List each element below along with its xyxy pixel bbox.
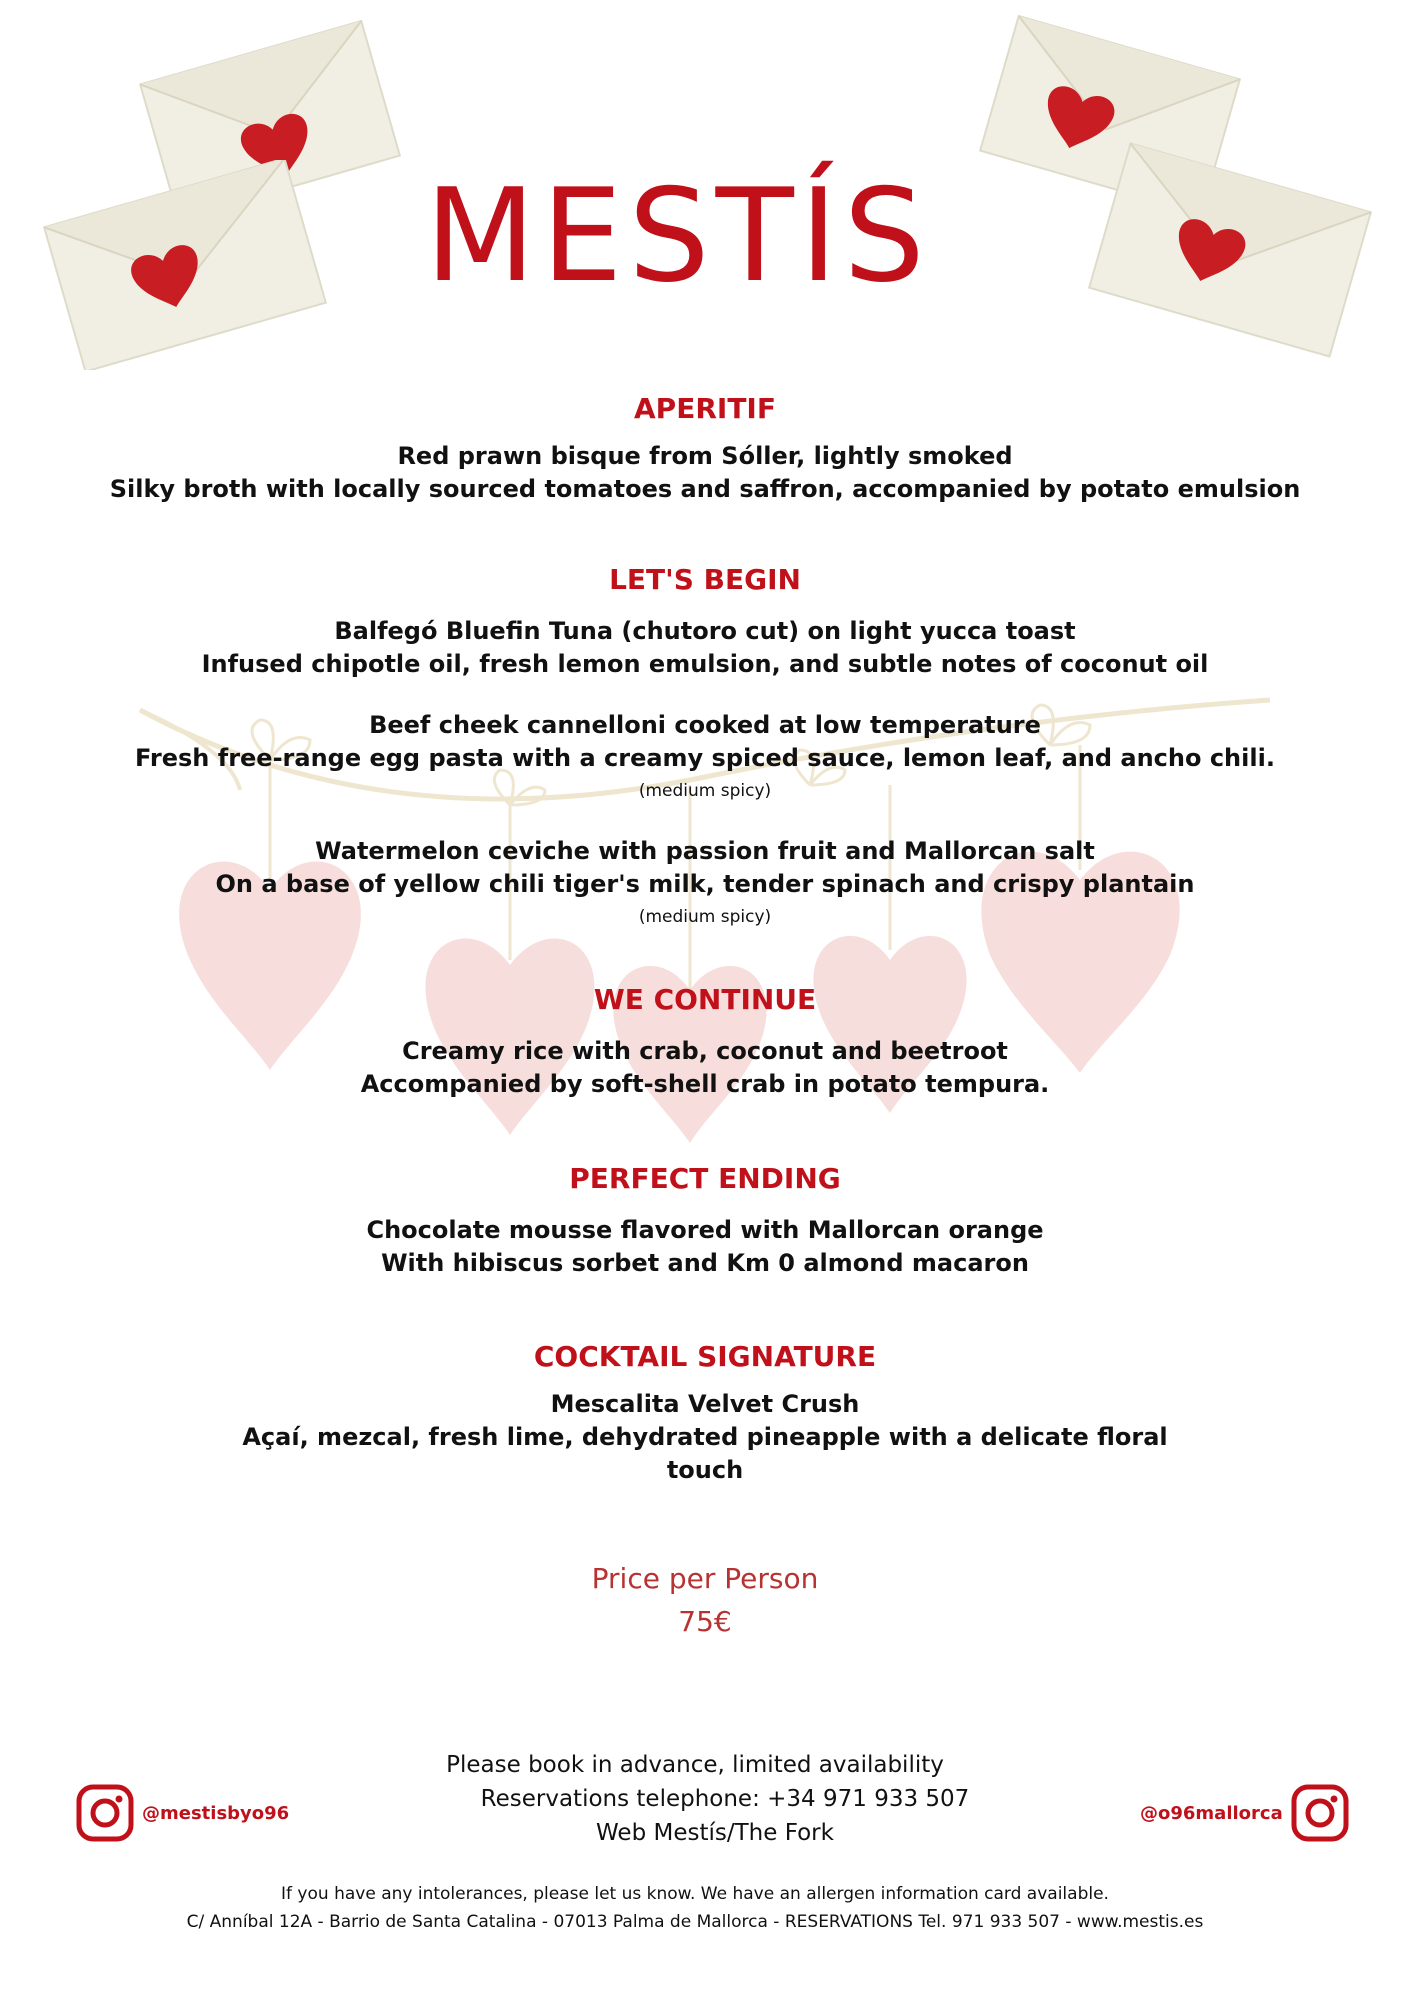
envelope-heart-icon [1085,140,1375,360]
address-line: C/ Anníbal 12A - Barrio de Santa Catalina - 07013 Palma de Mallorca - RESERVATIONS Tel. 971 933 507 - www.mestis.es [186,1912,1204,1932]
instagram-handle-right[interactable]: @o96mallorca [1140,1802,1283,1824]
dish-name: Creamy rice with crab, coconut and beetroot [402,1037,1008,1065]
menu-dish [0,440,1410,506]
dish-description: Açaí, mezcal, fresh lime, dehydrated pineapple with a delicate floral [242,1423,1168,1451]
section-title: LET'S BEGIN [609,563,801,596]
svg-text:MESTÍS: MESTÍS [425,162,931,295]
instagram-icon [1291,1784,1349,1842]
menu-dish [0,615,1410,681]
booking-web-link[interactable]: Web Mestís/The Fork [596,1820,834,1846]
dish-name: Red prawn bisque from Sóller, lightly smoked [397,442,1013,470]
footer [0,1880,1400,1936]
menu-dish [0,835,1410,927]
section-title: WE CONTINUE [593,983,817,1016]
dish-name: Mescalita Velvet Crush [550,1390,860,1418]
dish-description: On a base of yellow chili tiger's milk, tender spinach and crispy plantain [215,870,1195,898]
dish-description: Accompanied by soft-shell crab in potato tempura. [360,1070,1050,1098]
social-left[interactable] [76,1784,289,1842]
mestis-logo [425,155,985,295]
dish-name: Watermelon ceviche with passion fruit and Mallorcan salt [315,837,1095,865]
menu-dish [0,1388,1410,1487]
section-title: APERITIF [634,392,776,425]
dish-note: (medium spicy) [638,781,772,801]
social-right[interactable] [1140,1784,1349,1842]
menu-dish [0,709,1410,801]
dish-description: touch [666,1456,744,1484]
envelope-heart-icon [40,160,330,370]
brand-logo [425,155,985,299]
dish-description: Infused chipotle oil, fresh lemon emulsion, and subtle notes of coconut oil [201,650,1209,678]
menu-dish [0,1214,1410,1280]
instagram-icon [76,1784,134,1842]
dish-description: With hibiscus sorbet and Km 0 almond macaron [381,1249,1029,1277]
price-label: Price per Person [591,1562,819,1595]
price-value: 75€ [678,1605,732,1638]
section-title: COCKTAIL SIGNATURE [533,1340,877,1373]
dish-name: Balfegó Bluefin Tuna (chutoro cut) on light yucca toast [334,617,1076,645]
dish-description: Silky broth with locally sourced tomatoes and saffron, accompanied by potato emulsion [109,475,1301,503]
menu-dish [0,1035,1410,1101]
dish-note: (medium spicy) [638,907,772,927]
section-title: PERFECT ENDING [569,1162,841,1195]
instagram-handle-left[interactable]: @mestisbyo96 [142,1802,290,1824]
allergen-notice: If you have any intolerances, please let us know. We have an allergen information card available. [281,1884,1109,1904]
booking-phone: Reservations telephone: +34 971 933 507 [480,1786,970,1812]
booking-line: Please book in advance, limited availability [446,1752,944,1778]
dish-name: Chocolate mousse flavored with Mallorcan orange [366,1216,1044,1244]
dish-description: Fresh free-range egg pasta with a creamy spiced sauce, lemon leaf, and ancho chili. [135,744,1275,772]
dish-name: Beef cheek cannelloni cooked at low temperature [369,711,1041,739]
